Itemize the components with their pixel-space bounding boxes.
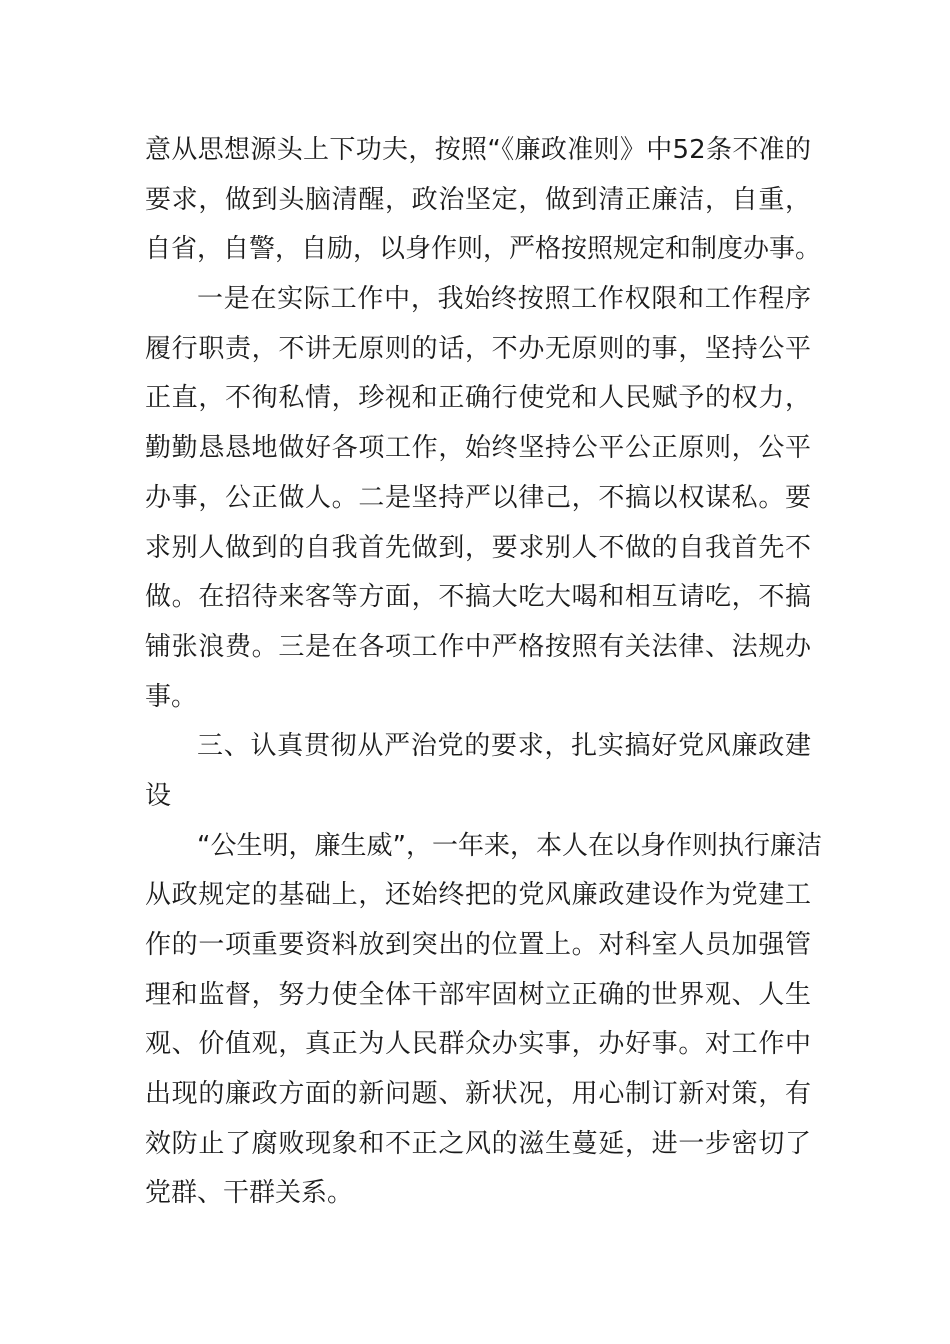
text-line: 勤勤恳恳地做好各项工作，始终坚持公平公正原则，公平 <box>145 433 811 464</box>
text-line: 自省，自警，自励，以身作则，严格按照规定和制度办事。 <box>145 234 822 265</box>
text-line: 从政规定的基础上，还始终把的党风廉政建设作为党建工 <box>145 880 811 911</box>
text-line: 出现的廉政方面的新问题、新状况，用心制订新对策，有 <box>145 1079 811 1110</box>
paragraph-start-line: 一是在实际工作中，我始终按照工作权限和工作程序 <box>197 284 811 315</box>
body-text <box>145 126 822 1219</box>
text-line: 铺张浪费。三是在各项工作中严格按照有关法律、法规办 <box>145 631 811 662</box>
text-line: 做。在招待来客等方面，不搞大吃大喝和相互请吃，不搞 <box>145 582 811 613</box>
text-line: 观、价值观，真正为人民群众办实事，办好事。对工作中 <box>145 1029 811 1060</box>
section-heading: 三、认真贯彻从严治党的要求，扎实搞好党风廉政建 <box>197 731 811 762</box>
text-line: 正直，不徇私情，珍视和正确行使党和人民赋予的权力， <box>145 383 811 414</box>
text-line: 履行职责，不讲无原则的话，不办无原则的事，坚持公平 <box>145 333 811 364</box>
text-line: 理和监督，努力使全体干部牢固树立正确的世界观、人生 <box>145 979 811 1010</box>
text-line: 事。 <box>145 681 198 712</box>
text-line: 意从思想源头上下功夫，按照“《廉政准则》中52条不准的 <box>145 135 811 165</box>
text-line: 办事，公正做人。二是坚持严以律己，不搞以权谋私。要 <box>145 482 811 513</box>
text-line: 要求，做到头脑清醒，政治坚定，做到清正廉洁，自重， <box>145 184 811 215</box>
text-line: 求别人做到的自我首先做到，要求别人不做的自我首先不 <box>145 532 811 563</box>
text-line: 效防止了腐败现象和不正之风的滋生蔓延，进一步密切了 <box>145 1128 811 1159</box>
paragraph-start-line: “公生明，廉生威”，一年来，本人在以身作则执行廉洁 <box>197 830 822 861</box>
text-line: 党群、干群关系。 <box>145 1178 354 1209</box>
section-heading-end: 设 <box>145 780 172 811</box>
text-line: 作的一项重要资料放到突出的位置上。对科室人员加强管 <box>145 930 811 960</box>
